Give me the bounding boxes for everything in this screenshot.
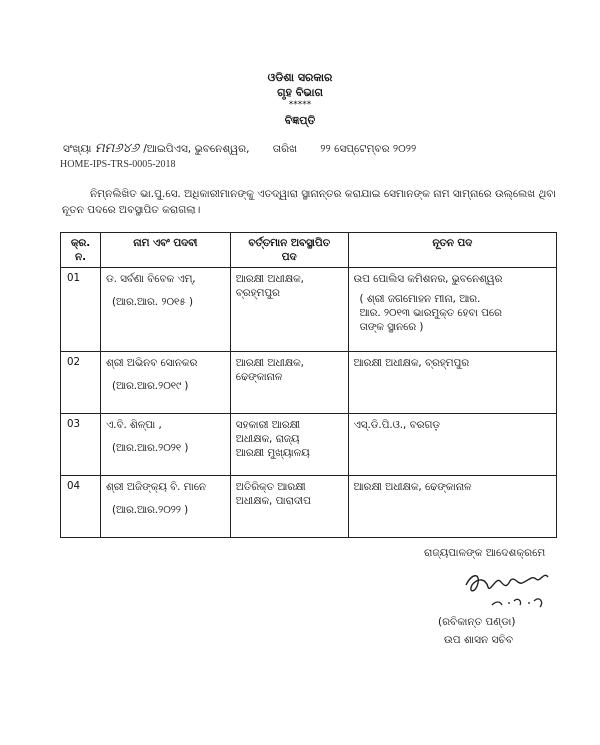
name-cell xyxy=(100,268,230,352)
file-number: HOME-IPS-TRS-0005-2018 xyxy=(60,159,176,170)
signature-image xyxy=(462,567,572,613)
officer-name: ଏ.ବି. ଶିଳ୍ପା , xyxy=(105,419,162,431)
officer-name: ଶ୍ରୀ ଅଭିନବ ସୋନକର xyxy=(105,357,198,369)
header-new-post: ନୂତନ ପଦ xyxy=(348,233,556,268)
new-post-cell: ଆରକ୍ଷୀ ଅଧୀକ୍ଷକ, ଢେଙ୍କାନାଳ xyxy=(348,476,556,538)
reference-label: ସଂଖ୍ୟା xyxy=(63,143,92,155)
officer-name: ଶ୍ରୀ ଅଜିଙ୍କ୍ୟ ବି. ମାନେ xyxy=(105,481,206,493)
serial-cell: 04 xyxy=(61,476,101,538)
stars-separator: ***** xyxy=(288,100,312,110)
document-header xyxy=(0,70,600,128)
new-post-cell: ଆରକ୍ଷୀ ଅଧୀକ୍ଷକ, ବ୍ରହ୍ମପୁର xyxy=(348,352,556,414)
notification-date: ୨୨ ସେପ୍ଟେମ୍ବର ୨୦୨୨ xyxy=(320,143,417,155)
table-row xyxy=(61,352,557,414)
new-post-cell: ଏସ୍.ଡି.ପି.ଓ., ବରଗଡ଼ xyxy=(348,414,556,476)
officer-batch: (ଆର.ଆର.୨୦୨୨ ) xyxy=(111,504,189,516)
present-post-cell: ସହକାରୀ ଆରକ୍ଷୀ ଅଧୀକ୍ଷକ, ରାଜ୍ୟ ଆରକ୍ଷୀ ମୁଖ୍ୟାଳୟ xyxy=(230,414,348,476)
reference-line xyxy=(63,141,416,156)
serial-cell: 01 xyxy=(61,268,101,352)
serial-cell: 02 xyxy=(61,352,101,414)
name-cell xyxy=(100,476,230,538)
intro-text: ନିମ୍ନଲିଖିତ ଭା.ପୁ.ସେ. ଅଧିକାରୀମାନଙ୍କୁ ଏତଦ୍ୱାରା ସ୍ଥାନାନ୍ତର କରାଯାଇ ସେମାନଙ୍କ ନାମ ସାମ୍ନାରେ ଉଲ୍ଲେଖ ଥିବା ନୂତନ ପଦରେ ଅବସ୍ଥାପିତ କରାଗଲା। xyxy=(62,188,556,216)
officer-batch: (ଆର.ଆର. ୨୦୧୫ ) xyxy=(111,296,193,308)
present-post-cell: ଅତିରିକ୍ତ ଆରକ୍ଷୀ ଅଧୀକ୍ଷକ, ପାରାଦୀପ xyxy=(230,476,348,538)
name-cell xyxy=(100,352,230,414)
government-name: ଓଡିଶା ସରକାର xyxy=(267,71,333,84)
new-post-cell: ଉପ ପୋଲିସ କମିଶନର, ଭୁବନେଶ୍ୱର ( ଶ୍ରୀ ଜଗମୋହନ ମୀନା, ଆର. ଆର. ୨୦୧୩ ଭାରମୁକ୍ତ ହେବା ପରେ ତାଙ୍କ ସ୍ଥାନରେ ) xyxy=(348,268,556,352)
present-post-cell: ଆରକ୍ଷୀ ଅଧୀକ୍ଷକ, ବ୍ରହ୍ମପୁର xyxy=(230,268,348,352)
reference-suffix: /ଆଇପିଏସ, ଭୁବନେଶ୍ୱର, xyxy=(143,143,250,155)
officer-batch: (ଆର.ଆର.୨୦୨୧ ) xyxy=(111,442,189,454)
intro-paragraph xyxy=(62,186,562,218)
table-row xyxy=(61,414,557,476)
name-cell xyxy=(100,414,230,476)
table-header-row xyxy=(61,233,557,268)
officer-batch: (ଆର.ଆର.୨୦୧୯ ) xyxy=(111,380,189,392)
by-order-text: ରାଜ୍ୟପାଳଙ୍କ ଆଦେଶକ୍ରମେ xyxy=(424,547,546,559)
table-row xyxy=(61,268,557,352)
transfer-table xyxy=(60,232,557,538)
signatory-name: (ରବିକାନ୍ତ ପଣ୍ଡା) xyxy=(438,616,516,628)
present-post-cell: ଆରକ୍ଷୀ ଅଧୀକ୍ଷକ, ଢେଙ୍କାନାଳ xyxy=(230,352,348,414)
serial-cell: 03 xyxy=(61,414,101,476)
officer-name: ଡ. ସର୍ବଣା ବିବେକ ଏମ୍, xyxy=(105,273,196,285)
header-name: ନାମ ଏବଂ ପଦବୀ xyxy=(100,233,230,268)
signatory-designation: ଉପ ଶାସନ ସଚିବ xyxy=(444,634,514,646)
header-serial: କ୍ର. ନ. xyxy=(61,233,101,268)
department-name: ଗୃହ ବିଭାଗ xyxy=(277,86,323,99)
header-present-post: ବର୍ତ୍ତମାନ ଅବସ୍ଥାପିତ ପଦ xyxy=(230,233,348,268)
date-label: ତାରିଖ xyxy=(272,143,297,155)
table-row xyxy=(61,476,557,538)
reference-number: ମମ୬୪୬ xyxy=(94,141,139,156)
notification-title: ବିଜ୍ଞପ୍ତି xyxy=(284,114,316,127)
